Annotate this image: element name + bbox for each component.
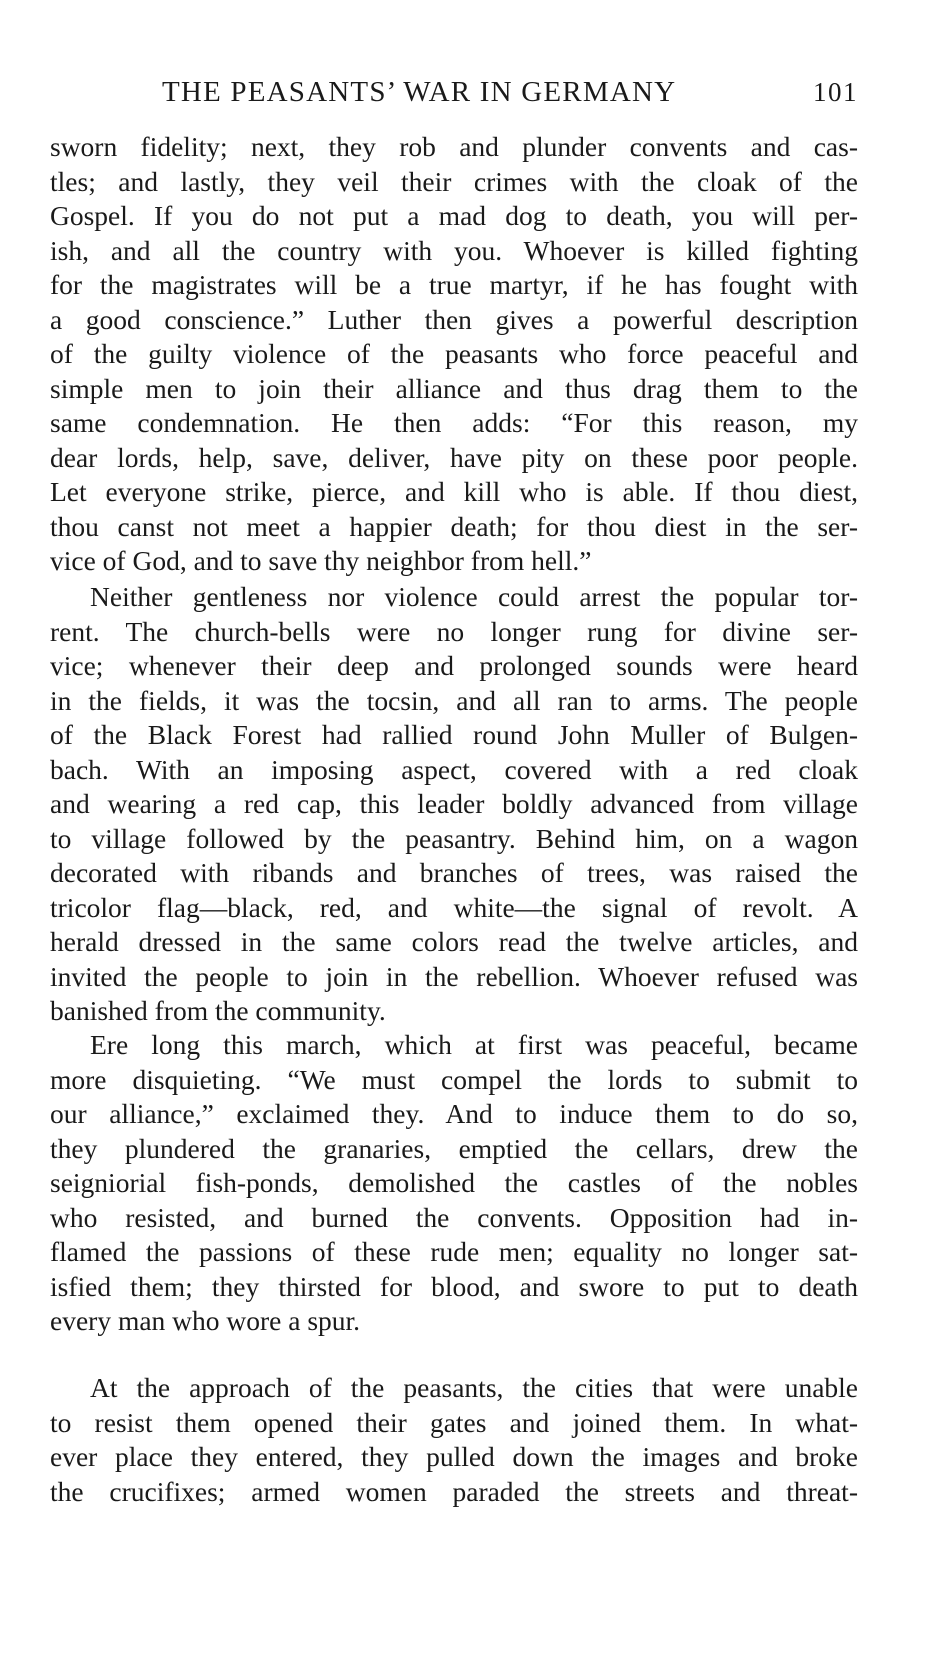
text-line: Gospel. If you do not put a mad dog to death, you will per- [50,200,858,231]
text-line: simple men to join their alliance and thus drag them to the [50,372,858,404]
text-line: of the Black Forest had rallied round John Muller of Bulgen- [50,719,858,750]
text-line: who resisted, and burned the convents. Opposition had in- [50,1201,858,1233]
text-line: vice; whenever their deep and prolonged sounds were heard [50,650,858,681]
text-line: flamed the passions of these rude men; equality no longer sat- [50,1236,858,1267]
text-line: they plundered the granaries, emptied the cellars, drew the [50,1132,858,1164]
text-line: bach. With an imposing aspect, covered with a red cloak [50,753,858,785]
page-number: 101 [813,77,858,107]
text-line: to resist them opened their gates and joined them. In what- [50,1406,858,1438]
running-head [50,72,858,112]
text-line: Ere long this march, which at first was peaceful, became [90,1029,858,1060]
text-line: same condemnation. He then adds: “For this reason, my [50,407,858,438]
text-line: rent. The church-bells were no longer rung for divine ser- [50,615,858,647]
text-line: banished from the community. [50,995,386,1026]
text-line: every man who wore a spur. [50,1305,361,1336]
text-line: a good conscience.” Luther then gives a powerful description [50,303,858,335]
text-line: seigniorial fish-ponds, demolished the castles of the nobles [50,1167,858,1198]
text-line: vice of God, and to save thy neighbor from hell.” [50,545,592,576]
text-line: Let everyone strike, pierce, and kill who is able. If thou diest, [50,476,858,507]
text-line: for the magistrates will be a true martyr, if he has fought with [50,269,858,300]
running-title: THE PEASANTS’ WAR IN GERMANY [162,76,677,108]
paragraph-4 [50,1371,858,1571]
text-line: invited the people to join in the rebellion. Whoever refused was [50,960,858,992]
text-line: herald dressed in the same colors read the twelve articles, and [50,926,858,957]
text-line: more disquieting. “We must compel the lords to submit to [50,1063,858,1095]
text-line: our alliance,” exclaimed they. And to induce them to do so, [50,1098,858,1129]
paragraph-2 [50,580,858,1028]
text-line: ish, and all the country with you. Whoever is killed fighting [50,234,858,266]
text-line: sworn fidelity; next, they rob and plunder convents and cas- [50,131,858,162]
text-line: dear lords, help, save, deliver, have pity on these poor people. [50,441,858,473]
text-line: of the guilty violence of the peasants who force peaceful and [50,338,858,369]
text-line: in the fields, it was the tocsin, and all ran to arms. The people [50,684,858,716]
text-line: tles; and lastly, they veil their crimes with the cloak of the [50,165,858,197]
text-line: to village followed by the peasantry. Behind him, on a wagon [50,822,858,854]
text-line: thou canst not meet a happier death; for thou diest in the ser- [50,510,858,542]
text-line: and wearing a red cap, this leader boldly advanced from village [50,788,858,819]
paragraph-1 [50,130,858,580]
text-line: isfied them; they thirsted for blood, and swore to put to death [50,1270,858,1302]
text-line: Neither gentleness nor violence could arrest the popular tor- [90,581,858,612]
text-line: At the approach of the peasants, the cities that were unable [90,1372,858,1403]
text-line: decorated with ribands and branches of trees, was raised the [50,857,858,888]
text-line: tricolor flag—black, red, and white—the signal of revolt. A [50,891,858,923]
text-line: ever place they entered, they pulled down the images and broke [50,1441,858,1472]
body-text [50,130,858,1571]
text-line: the crucifixes; armed women paraded the streets and threat- [50,1475,858,1507]
paragraph-3 [50,1028,858,1371]
